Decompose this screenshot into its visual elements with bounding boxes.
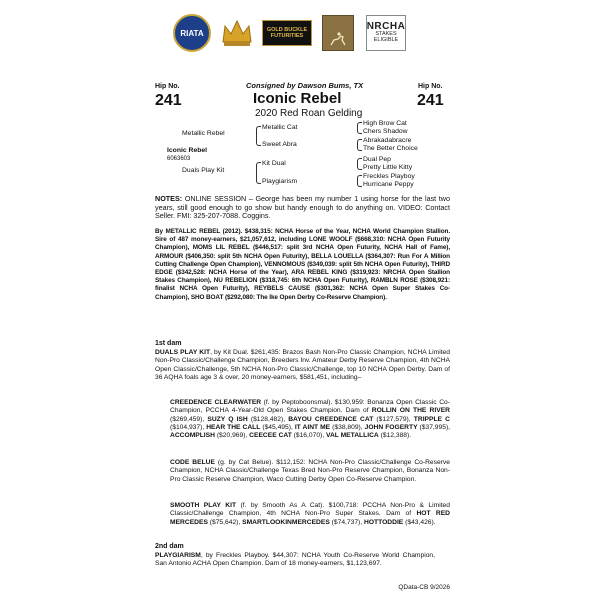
sponsor-logos	[0, 14, 600, 54]
produce-text: (f. by Peptoboonsmal). $130,959: Bonanza Open Classic Co-Champion, PCCHA 4-Year-Old Open Stakes Champion. Dam of	[170, 399, 450, 415]
produce-earnings: ($104,937),	[170, 423, 207, 431]
second-dam-heading: 2nd dam	[155, 543, 184, 550]
first-dam-text: , by Kit Dual. $261,435: Brazos Bash Non-Pro Classic Champion, NCHA Limited Non-Pro Classic/Challenge Champion, Breeders Inv. Amateur Derby Reserve Champion, 4th NCHA Open Classic/Challenge, 5th NCHA Non-Pro Classic/Challenge, top 10 NCHA Open Derby. Dam of 36 AQHA foals age 3 & over, 20 money-earners, $581,451, including–	[155, 349, 450, 381]
produce-earnings: ($74,737),	[329, 518, 364, 526]
produce-offspring: SUZY Q ISH	[207, 415, 248, 423]
pedigree-ggp-8: Hurricane Peppy	[363, 181, 414, 188]
second-dam-paragraph	[155, 552, 435, 569]
pedigree-sire-sire: Metallic Cat	[262, 124, 298, 131]
first-dam-heading: 1st dam	[155, 340, 182, 347]
produce-entry	[170, 502, 450, 527]
pedigree-dam: Duals Play Kit	[182, 167, 225, 174]
nrcha-line2: STAKES	[375, 31, 397, 38]
hip-label-left: Hip No.	[155, 83, 180, 90]
pedigree-ggp-1: High Brow Cat	[363, 120, 407, 127]
notes-paragraph	[155, 195, 450, 221]
riata-logo-text: RIATA	[180, 28, 204, 38]
pedigree-brace	[357, 158, 362, 170]
crown-logo	[220, 14, 254, 52]
pedigree-ggp-3: Abrakadabracre	[363, 137, 412, 144]
produce-name: SMOOTH PLAY KIT	[170, 502, 237, 509]
gold-buckle-logo	[262, 14, 312, 52]
nrcha-line3: ELIGIBLE	[373, 37, 399, 44]
produce-offspring: ROLLIN ON THE RIVER	[371, 407, 450, 415]
horse-name: Iconic Rebel	[253, 90, 342, 107]
second-dam-name: PLAYGIARISM	[155, 552, 201, 559]
pedigree-brace	[357, 175, 362, 187]
first-dam-paragraph	[155, 349, 450, 382]
footer-code: QData-CB 9/2026	[398, 584, 450, 591]
sire-paragraph: By METALLIC REBEL (2012). $438,315: NCHA Horse of the Year, NCHA World Champion Stallion. Sire of 487 money-earners, $21,057,612, including LONE WOOLF ($668,310: NCHA Open Futurity Champion), MOMS LIL REBEL ($446,517: split 3rd NCHA Open Futurity, NCHA Hall of Fame), ARMOUR ($406,350: split 5th NCHA Open Futurity), BELLA LOUELLA ($364,307: Run For A Million Cutting Challenge Open Champion), VENNOMOUS ($349,039: split 5th NCHA Open Futurity), THIRD EDGE ($342,528: NCHA Horse of the Year), ARA REBEL KING ($319,923: NRCHA Open Stallion Stakes Champion), NU REBELION ($318,745: 6th NCHA Open Futurity), RAMBLN ROSE ($308,921: finalist NCHA Open Futurity), REYBELS CAUSE ($301,362: NCHA Open Super Stakes Co-Champion), SHO BOAT ($292,080: The Ike Open Derby Co-Reserve Champion).	[155, 228, 450, 301]
hip-label-right: Hip No.	[418, 83, 443, 90]
pedigree-ggp-4: The Better Choice	[363, 145, 418, 152]
produce-offspring: IT AINT ME	[294, 423, 331, 431]
notes-text: ONLINE SESSION – George has been my number 1 using horse for the last two years, still good enough to go show but handy enough to do anything on. VIDEO: Contact Seller. FMI: 325-207-7088. Coggins.	[155, 194, 450, 221]
produce-earnings: ($269,459),	[170, 415, 208, 423]
produce-earnings: ($127,579),	[373, 415, 414, 423]
produce-earnings: ($12,388).	[378, 432, 412, 440]
produce-offspring: BAYOU CREEDENCE CAT	[288, 415, 374, 423]
pedigree-brace	[357, 139, 362, 151]
futurity-logo	[322, 14, 354, 52]
produce-earnings: ($75,642),	[207, 518, 243, 526]
produce-offspring: SMARTLOOKINMERCEDES	[242, 518, 330, 526]
horse-rider-icon	[328, 31, 348, 47]
produce-offspring: TRIPPLE C	[413, 415, 450, 423]
produce-earnings: ($38,809),	[330, 423, 365, 431]
produce-offspring: VAL METALLICA	[325, 432, 379, 440]
produce-offspring: HOTTODDIE	[364, 518, 404, 526]
produce-text: (f. by Smooth As A Cat). $100,718: PCCHA Non-Pro & Limited Classic/Challenge Champion, 4th NCHA Non-Pro Super Stakes. Dam of	[170, 502, 450, 518]
notes-label: NOTES:	[155, 194, 183, 203]
produce-earnings: ($43,426).	[403, 518, 436, 526]
produce-earnings: ($37,995),	[417, 423, 451, 431]
gold-buckle-line1: GOLD BUCKLE	[266, 26, 308, 33]
hip-number-right: 241	[417, 92, 444, 109]
horse-description: 2020 Red Roan Gelding	[255, 108, 363, 119]
pedigree-dam-sire: Kit Dual	[262, 160, 286, 167]
riata-logo	[171, 14, 213, 52]
pedigree-ggp-5: Dual Pep	[363, 156, 391, 163]
produce-offspring: HOT RED MERCEDES	[170, 510, 450, 526]
produce-earnings: ($128,482),	[247, 415, 289, 423]
produce-earnings: ($20,969),	[214, 432, 250, 440]
hip-number-left: 241	[155, 92, 182, 109]
nrcha-stakes-logo	[366, 14, 406, 52]
pedigree-brace	[256, 126, 261, 146]
produce-earnings: ($45,495),	[260, 423, 295, 431]
pedigree-brace	[256, 162, 261, 184]
gold-buckle-line2: FUTURITIES	[270, 33, 304, 39]
produce-entry	[170, 399, 450, 440]
pedigree-ggp-2: Chers Shadow	[363, 128, 408, 135]
second-dam-text: , by Freckles Playboy. $44,307: NCHA Youth Co-Reserve World Champion, San Antonio ACHA Open Champion. Dam of 18 money-earners, $1,123,697.	[155, 552, 435, 568]
pedigree-brace	[357, 122, 362, 134]
pedigree-sire-dam: Sweet Abra	[262, 141, 297, 148]
produce-offspring: JOHN FOGERTY	[364, 423, 418, 431]
first-dam-name: DUALS PLAY KIT	[155, 349, 211, 356]
pedigree-sire: Metallic Rebel	[182, 130, 225, 137]
pedigree-horse: Iconic Rebel	[167, 147, 208, 154]
produce-earnings: ($16,070),	[291, 432, 326, 440]
produce-name: CODE BELUE	[170, 459, 215, 466]
produce-name: CREEDENCE CLEARWATER	[170, 399, 262, 406]
produce-offspring: ACCOMPLISH	[170, 432, 215, 440]
pedigree-dam-dam: Playgiarism	[262, 178, 298, 185]
nrcha-line1: NRCHA	[366, 20, 406, 32]
produce-offspring: CEECEE CAT	[249, 432, 292, 440]
pedigree-ggp-6: Pretty Little Kitty	[363, 164, 413, 171]
crown-icon	[221, 18, 253, 48]
pedigree-registration: 6063603	[167, 156, 191, 162]
produce-entry	[170, 459, 450, 484]
consigned-by: Consigned by Dawson Bums, TX	[246, 81, 364, 90]
pedigree-ggp-7: Freckles Playboy	[363, 173, 415, 180]
produce-offspring: HEAR THE CALL	[206, 423, 261, 431]
produce-text: (g. by Cat Belue). $112,152: NCHA Non-Pro Classic/Challenge Co-Reserve Champion, NCHA Classic/Challenge Texas Bred Non-Pro Reserve Champion, Bonanza Non-Pro Classic Reserve Champion, Waco Cutting Derby Open Co-Reserve Champion.	[170, 459, 450, 483]
